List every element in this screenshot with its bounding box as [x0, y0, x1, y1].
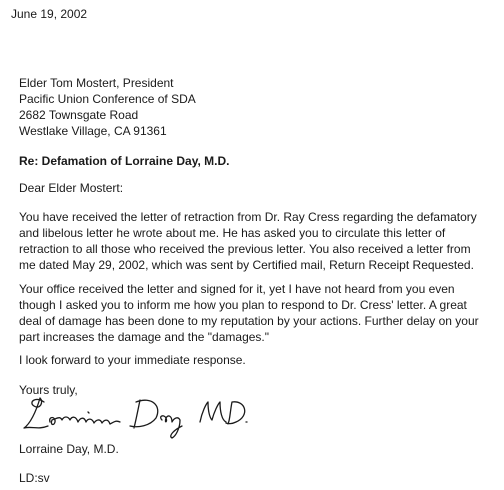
paragraph-line: and libelous letter he wrote about me. He has asked you to circulate this letter of [19, 226, 446, 240]
recipient-organization-line: Pacific Union Conference of SDA [19, 92, 196, 106]
salutation: Dear Elder Mostert: [19, 181, 124, 195]
signer-name: Lorraine Day, M.D. [19, 442, 119, 456]
body-paragraph-3: I look forward to your immediate response. [19, 353, 246, 367]
recipient-city-line: Westlake Village, CA 91361 [19, 124, 167, 138]
closing-line: Yours truly, [19, 383, 78, 397]
recipient-street-line: 2682 Townsgate Road [19, 108, 139, 122]
body-paragraph-1 [19, 209, 489, 273]
recipient-address [19, 75, 196, 139]
handwritten-signature [22, 392, 302, 440]
recipient-name-line: Elder Tom Mostert, President [19, 76, 174, 90]
paragraph-line: You have received the letter of retraction from Dr. Ray Cress regarding the defamatory [19, 210, 477, 224]
paragraph-line: Your office received the letter and signed for it, yet I have not heard from you even [19, 282, 455, 296]
paragraph-line: part increases the damage and the "damages." [19, 330, 270, 344]
paragraph-line: me dated May 29, 2002, which was sent by Certified mail, Return Receipt Requested. [19, 258, 474, 272]
body-paragraph-2 [19, 281, 489, 345]
paragraph-line: deal of damage has been done to my reputation by your actions. Further delay on your [19, 314, 479, 328]
subject-line: Re: Defamation of Lorraine Day, M.D. [19, 154, 230, 168]
letter-date: June 19, 2002 [11, 7, 88, 21]
reference-initials: LD:sv [19, 471, 50, 485]
paragraph-line: though I asked you to inform me how you plan to respond to Dr. Cress' letter. A great [19, 298, 467, 312]
paragraph-line: retraction to all those who received the previous letter. You also received a letter from [19, 242, 471, 256]
